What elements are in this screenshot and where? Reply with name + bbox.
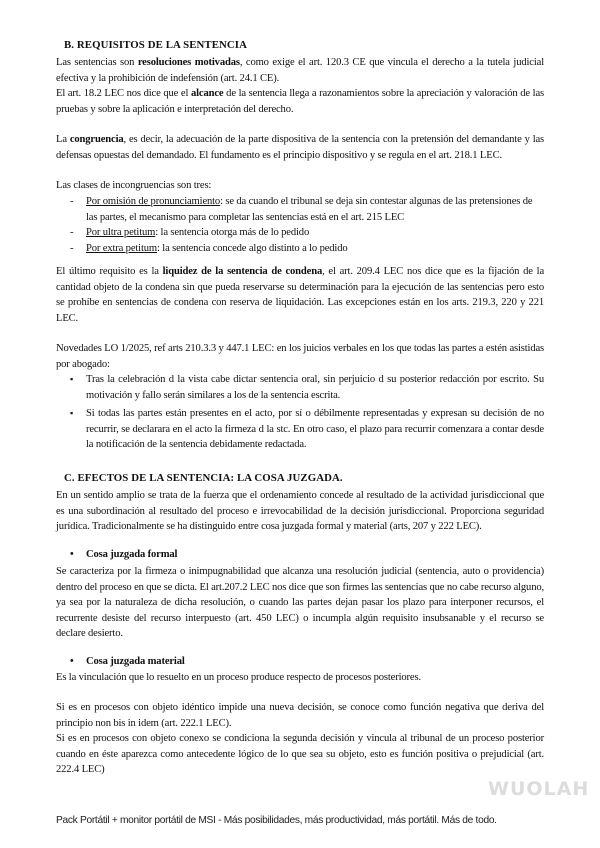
- cosa-juzgada-material-paragraph: [56, 670, 544, 686]
- list-item-term: Por omisión de pronunciamiento: [86, 196, 221, 207]
- square-bullet-icon: ▪: [70, 408, 74, 418]
- list-item: [70, 372, 544, 403]
- incongruencias-list: [70, 194, 544, 256]
- p4-text-b: , el art. 209.4 LEC nos dice que es la fijación de la cantidad objeto de la condena sin que pueda reservarse su determinación para la ejecución de las sentencias pero esto se prohíbe en sentencias de condena con reserva de liquidación. Las excepciones están en los arts. 219.3, 220 y 221 LEC.: [56, 266, 544, 324]
- p2-text-b: de la sentencia llega a razonamientos sobre la apreciación y valoración de las pruebas y sobre la aplicación e interpretación del derecho.: [56, 88, 544, 115]
- list-item-term: Por extra petitum: [86, 242, 158, 254]
- funcion-positiva-text: Si es en procesos con objeto conexo se condiciona la segunda decisión y vincula al tribunal de un proceso posterior cuando en éste aparezca como antecedente lógico de lo que sea su objeto, esto es función positiva o prejudicial (art. 222.4 LEC): [56, 733, 544, 775]
- cosa-juzgada-material-text: Es la vinculación que lo resuelto en un proceso produce respecto de procesos posteriores.: [56, 672, 421, 683]
- cosa-juzgada-material-title: Cosa juzgada material: [86, 656, 185, 667]
- p2-bold: alcance: [190, 88, 224, 99]
- wuolah-watermark: WUOLAH: [488, 778, 590, 800]
- p3-text-a: La: [56, 134, 70, 145]
- list-item: [70, 241, 544, 257]
- list-item: [70, 194, 544, 225]
- footer-ad-link[interactable]: Pack Portátil + monitor portátil de MSI - Más posibilidades, más productividad, más portátil. Más de todo.: [56, 815, 497, 826]
- section-c-title: C. EFECTOS DE LA SENTENCIA: LA COSA JUZGADA.: [64, 472, 343, 484]
- cosa-juzgada-formal-paragraph: [56, 564, 544, 642]
- list-item-text: : la sentencia concede algo distinto a lo pedido: [157, 242, 348, 254]
- p1-text-a: Las sentencias son: [56, 57, 138, 68]
- dash-mark: -: [70, 196, 74, 207]
- dash-mark: -: [70, 242, 74, 254]
- section-b-paragraph-novedades: [56, 341, 544, 372]
- section-b-paragraph-1: [56, 55, 544, 117]
- novedades-text: Novedades LO 1/2025, ref arts 210.3.3 y 447.1 LEC: en los juicios verbales en los que todas las partes a estén asistidas por abogado:: [56, 343, 544, 370]
- list-item-term: Por ultra petitum: [86, 227, 156, 238]
- square-bullet-icon: ▪: [70, 374, 74, 384]
- p3-bold: congruencia: [69, 134, 124, 145]
- funcion-negativa-text: Si es en procesos con objeto idéntico impide una nueva decisión, se conoce como función negativa que deriva del principio non bis in idem (art. 222.1 LEC).: [56, 702, 544, 729]
- section-b-title: B. REQUISITOS DE LA SENTENCIA: [64, 39, 248, 51]
- incongruencias-intro: [56, 178, 544, 194]
- incongruencias-intro-text: Las clases de incongruencias son tres:: [56, 180, 212, 191]
- p4-bold: liquidez de la sentencia de condena: [162, 266, 323, 277]
- list-item-text: : la sentencia otorga más de lo pedido: [155, 227, 310, 238]
- bullet-icon: •: [70, 656, 74, 667]
- section-c-p1-text: En un sentido amplio se trata de la fuerza que el ordenamiento concede al resultado de la actividad jurisdiccional que es una subordinación al resultado del proceso e irrevocabilidad de la decisión jurisdiccional. Proporciona seguridad jurídica. Tradicionalmente se ha distinguido entre cosa juzgada formal y material (arts, 207 y 222 LEC).: [56, 490, 544, 532]
- funcion-negativa-paragraph: [56, 700, 544, 778]
- list-item: [70, 406, 544, 453]
- list-item-text: : se da cuando el tribunal se deja sin contestar algunas de las pretensiones de las partes, el mecanismo para completar las sentencias está en el art. 215 LEC: [86, 196, 533, 223]
- list-item: [70, 225, 544, 241]
- p3-text-b: , es decir, la adecuación de la parte dispositiva de la sentencia con la pretensión del demandante y las defensas opuestas del demandado. El fundamento es el principio dispositivo y se regula en el art. 218.1 LEC.: [56, 134, 545, 161]
- bullet-icon: •: [70, 549, 74, 560]
- p1-bold: resoluciones motivadas: [137, 57, 240, 68]
- cosa-juzgada-formal-text: Se caracteriza por la firmeza o inimpugnabilidad que alcanza una resolución judicial (sentencia, auto o providencia) dentro del proceso en que se dicta. El art.207.2 LEC nos dice que son firmes las sentencias que no cabe recurso alguno, ya sea por la naturaleza de dicha resolución, o cuando las partes dejan pasar los plazo para interponer recursos, el recurrente desiste del recurso interpuesto (art. 450 LEC) o incumpla algún requisito insubsanable y el recurso se declare desierto.: [56, 566, 544, 639]
- dash-mark: -: [70, 227, 74, 238]
- list-item-text: Tras la celebración d la vista cabe dictar sentencia oral, sin perjuicio d su posterior redacción por escrito. Su motivación y fallo serán similares a los de la sentencia escrita.: [86, 374, 544, 401]
- cosa-juzgada-formal-heading: [70, 547, 177, 563]
- section-b-paragraph-liquidez: [56, 264, 544, 326]
- novedades-list: [70, 372, 544, 456]
- p4-text-a: El último requisito es la: [56, 266, 163, 277]
- section-b-paragraph-congruencia: [56, 132, 544, 163]
- list-item-text: Si todas las partes están presentes en el acto, por sí o débilmente representadas y expresan su decisión de no recurrir, se declarara en el acto la firmeza d la stc. En otro caso, el plazo para recurrir comenzara a contar desde la notificación de la sentencia debidamente redactada.: [86, 408, 544, 450]
- section-c-paragraph-1: [56, 488, 544, 535]
- cosa-juzgada-formal-title: Cosa juzgada formal: [86, 549, 178, 560]
- p2-text-a: El art. 18.2 LEC nos dice que el: [56, 88, 191, 99]
- p1-text-b: , como exige el art. 120.3 CE que vincula el derecho a la tutela judicial efectiva y la prohibición de indefensión (art. 24.1 CE).: [56, 57, 544, 84]
- cosa-juzgada-material-heading: [70, 654, 185, 670]
